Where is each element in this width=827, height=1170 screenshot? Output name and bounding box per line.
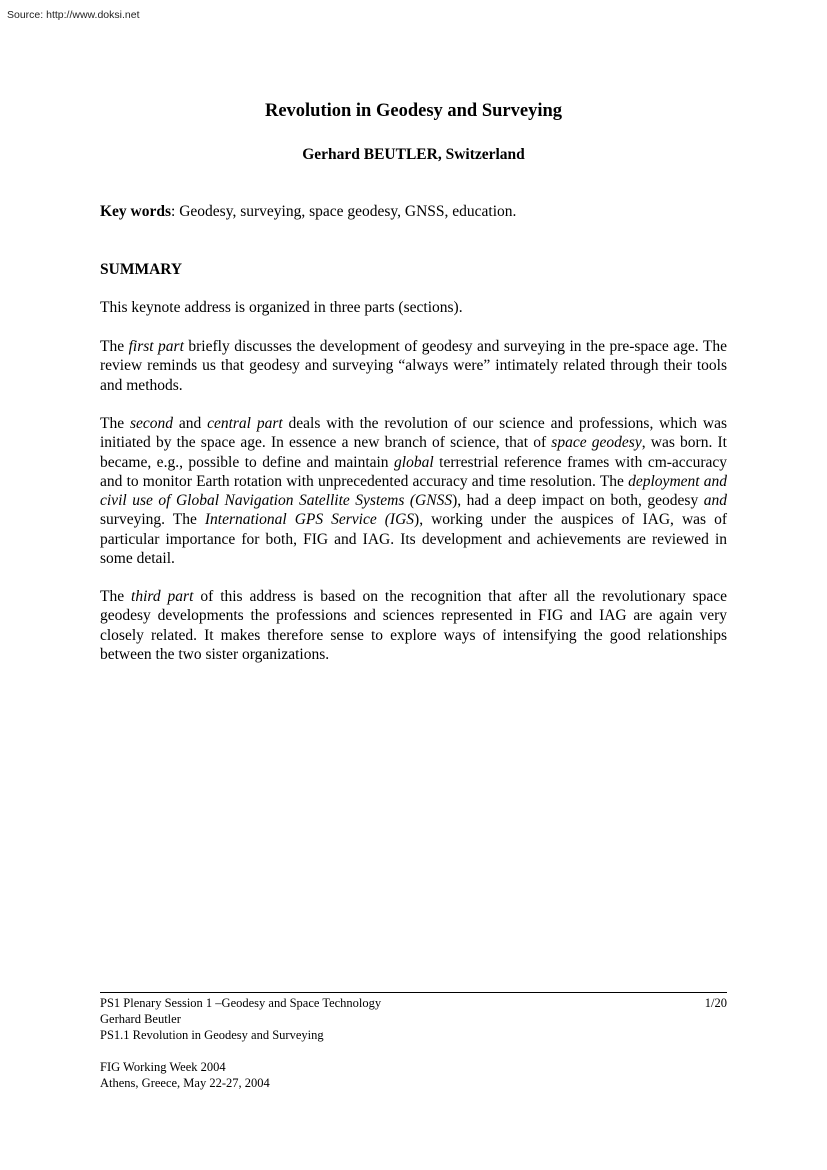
footer-paper: PS1.1 Revolution in Geodesy and Surveying bbox=[100, 1028, 324, 1042]
page-title: Revolution in Geodesy and Surveying bbox=[264, 101, 563, 121]
summary-paragraph-2 bbox=[100, 337, 727, 395]
emphasis-second: second bbox=[129, 415, 173, 432]
footer bbox=[100, 995, 381, 1091]
summary-paragraph-4 bbox=[100, 587, 727, 664]
emphasis-third-part: third part bbox=[131, 588, 194, 605]
footer-event: FIG Working Week 2004 bbox=[100, 1060, 226, 1074]
text-run: The bbox=[100, 338, 129, 355]
text-run: The bbox=[100, 415, 130, 432]
emphasis-igs: International GPS Service (IGS bbox=[204, 511, 415, 529]
page-number: 1/20 bbox=[704, 996, 727, 1010]
text-run: terrestrial reference frames with cm-accuracy and to monitor Earth rotation with unprecedented accuracy and time resolution. The bbox=[100, 453, 727, 490]
summary-paragraph-1: This keynote address is organized in three parts (sections). bbox=[100, 299, 463, 316]
footer-session: PS1 Plenary Session 1 –Geodesy and Space Technology bbox=[100, 996, 382, 1010]
text-run: ), had a deep impact on both, geodesy bbox=[452, 492, 704, 510]
emphasis-global: global bbox=[394, 453, 434, 471]
text-run: The bbox=[100, 588, 132, 605]
keywords-label: Key words bbox=[100, 203, 172, 220]
text-run: surveying. The bbox=[100, 511, 205, 529]
summary-paragraph-3 bbox=[100, 414, 727, 568]
text-run: deals with the revolution of our science and professions, which was initiated by the space age. In essence a new branch of science, that of bbox=[100, 415, 728, 452]
footer-divider bbox=[100, 992, 727, 993]
emphasis-central-part: central part bbox=[207, 415, 283, 432]
text-run: and bbox=[173, 415, 208, 432]
footer-spacer bbox=[100, 1043, 381, 1059]
text-run: briefly discusses the development of geodesy and surveying in the pre-space age. The review reminds us that geodesy and surveying “always were” intimately related through their tools and methods. bbox=[100, 338, 727, 394]
footer-location: Athens, Greece, May 22-27, 2004 bbox=[100, 1076, 270, 1090]
text-run: of this address is based on the recognition that after all the revolutionary space geodesy developments the professions and sciences represented in FIG and IAG are again very closely related. It makes therefore sense to explore ways of intensifying the good relationships between the two sister organizations. bbox=[100, 588, 727, 663]
emphasis-gnss: deployment and civil use of Global Navigation Satellite Systems (GNSS bbox=[100, 472, 728, 510]
keywords-line bbox=[100, 203, 516, 221]
emphasis-and: and bbox=[703, 492, 727, 510]
keywords-text: : Geodesy, surveying, space geodesy, GNSS, education. bbox=[171, 203, 517, 220]
text-run: ), working under the auspices of IAG, was of particular importance for both, FIG and IAG. Its development and achievements are reviewed in some detail. bbox=[100, 511, 727, 568]
author-line: Gerhard BEUTLER, Switzerland bbox=[302, 146, 525, 163]
emphasis-space-geodesy: space geodesy bbox=[551, 434, 642, 452]
emphasis-first-part: first part bbox=[128, 338, 184, 355]
footer-author: Gerhard Beutler bbox=[100, 1012, 181, 1026]
source-line: Source: http://www.doksi.net bbox=[7, 9, 140, 21]
summary-heading: SUMMARY bbox=[100, 261, 183, 278]
text-run: , was born. It became, e.g., possible to define and maintain bbox=[100, 434, 727, 471]
